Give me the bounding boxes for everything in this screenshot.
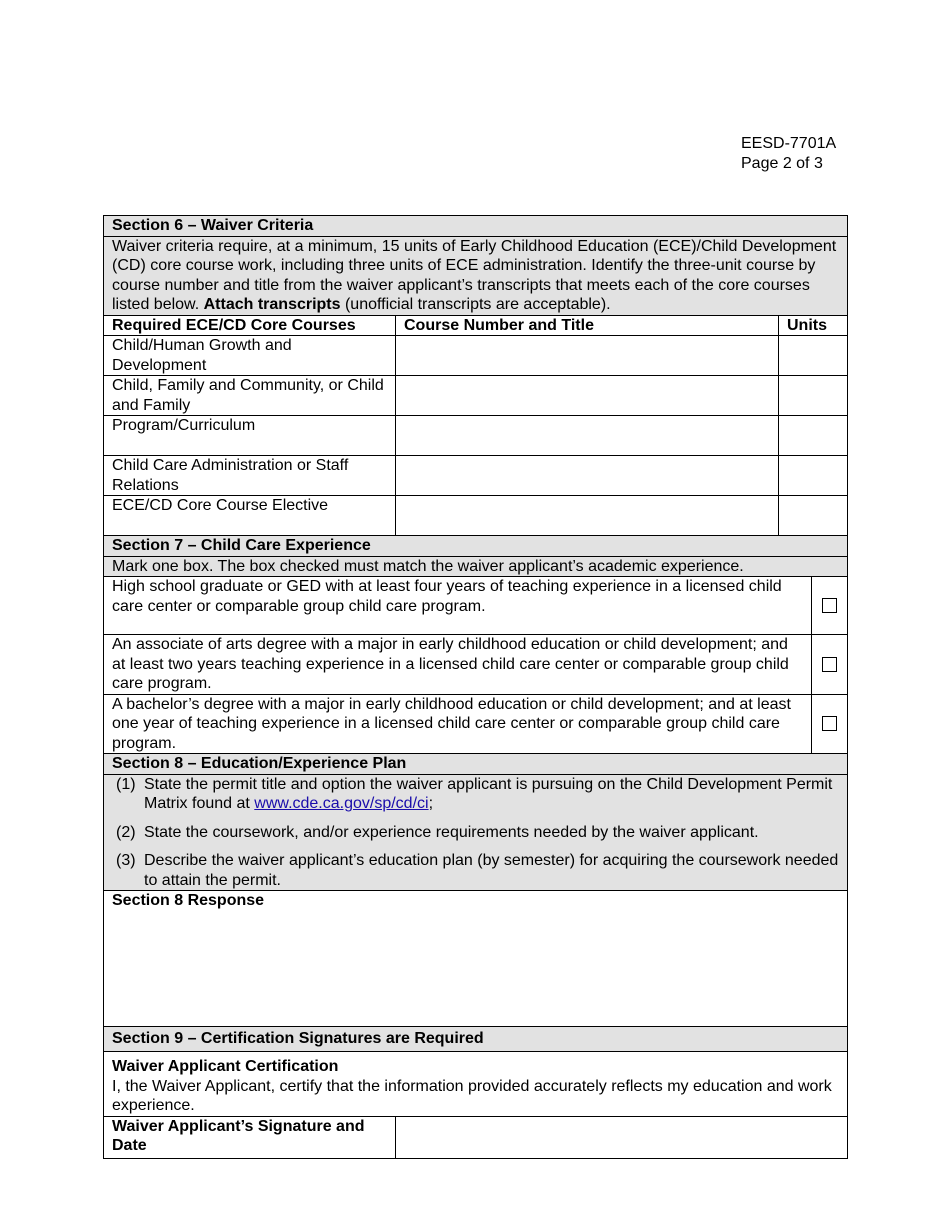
plan-item-number: (1) bbox=[116, 775, 136, 793]
course-row bbox=[104, 336, 848, 376]
certification-title: Waiver Applicant Certification bbox=[112, 1058, 339, 1075]
section6-desc-part2: (unofficial transcripts are acceptable). bbox=[340, 296, 611, 313]
section7-instruction: Mark one box. The box checked must match the waiver applicant’s academic experience. bbox=[104, 556, 848, 577]
plan-item-text: Describe the waiver applicant’s education plan (by semester) for acquiring the coursework needed to attain the permit. bbox=[144, 852, 839, 889]
units-field[interactable] bbox=[779, 336, 848, 376]
course-label: Child Care Administration or Staff Relations bbox=[104, 456, 396, 496]
units-field[interactable] bbox=[779, 496, 848, 536]
applicant-certification bbox=[104, 1052, 848, 1117]
experience-option-text: An associate of arts degree with a major in early childhood education or child development; and at least two years teaching experience in a licensed child care center or comparable group child care program. bbox=[104, 635, 812, 695]
form-id: EESD-7701A bbox=[741, 135, 837, 152]
experience-option-row bbox=[104, 694, 848, 754]
experience-option-text: A bachelor’s degree with a major in early childhood education or child development; and at least one year of teaching experience in a licensed child care center or comparable group child care program. bbox=[104, 694, 812, 754]
course-number-title-field[interactable] bbox=[396, 336, 779, 376]
units-field[interactable] bbox=[779, 376, 848, 416]
permit-matrix-link[interactable]: www.cde.ca.gov/sp/cd/ci bbox=[254, 795, 429, 812]
course-row bbox=[104, 376, 848, 416]
plan-item-text: State the permit title and option the waiver applicant is pursuing on the Child Development Permit Matrix found at bbox=[144, 775, 833, 812]
experience-option-row bbox=[104, 577, 848, 635]
col-header-units: Units bbox=[779, 315, 848, 336]
plan-item-number: (3) bbox=[116, 852, 136, 869]
course-label: Child/Human Growth and Development bbox=[104, 336, 396, 376]
form-header bbox=[741, 134, 921, 174]
experience-option-row bbox=[104, 635, 848, 695]
experience-option-text: High school graduate or GED with at least four years of teaching experience in a licensed child care center or comparable group child care program. bbox=[104, 577, 812, 635]
experience-checkbox-cell bbox=[812, 635, 848, 695]
section7-title: Section 7 – Child Care Experience bbox=[104, 536, 848, 557]
course-label: Child, Family and Community, or Child and Family bbox=[104, 376, 396, 416]
course-number-title-field[interactable] bbox=[396, 416, 779, 456]
signature-label: Waiver Applicant’s Signature and Date bbox=[104, 1116, 396, 1158]
section6-desc-part1: Waiver criteria require, at a minimum, 15 units of Early Childhood Education (ECE)/Child Development (CD) core course work, including three units of ECE administration. Identify the three-unit course by course number and title from the waiver applicant’s transcripts that meets each of the core courses listed below. bbox=[112, 237, 837, 313]
section9-title: Section 9 – Certification Signatures are Required bbox=[104, 1027, 848, 1052]
plan-item-text: State the coursework, and/or experience requirements needed by the waiver applicant. bbox=[144, 823, 759, 841]
experience-checkbox-cell bbox=[812, 577, 848, 635]
section6-title: Section 6 – Waiver Criteria bbox=[104, 216, 848, 237]
signature-date-field[interactable] bbox=[396, 1116, 848, 1158]
units-field[interactable] bbox=[779, 416, 848, 456]
col-header-course-number-title: Course Number and Title bbox=[396, 315, 779, 336]
attach-transcripts-text: Attach transcripts bbox=[203, 296, 341, 313]
course-number-title-field[interactable] bbox=[396, 496, 779, 536]
page-number: Page 2 of 3 bbox=[741, 155, 823, 172]
experience-checkbox-cell bbox=[812, 694, 848, 754]
course-row bbox=[104, 456, 848, 496]
plan-item-number: (2) bbox=[116, 823, 136, 841]
course-row bbox=[104, 416, 848, 456]
section8-title: Section 8 – Education/Experience Plan bbox=[104, 754, 848, 775]
course-label: Program/Curriculum bbox=[104, 416, 396, 456]
course-label: ECE/CD Core Course Elective bbox=[104, 496, 396, 536]
experience-checkbox[interactable] bbox=[822, 657, 837, 672]
section8-response-label: Section 8 Response bbox=[112, 892, 265, 909]
section8-response-field[interactable] bbox=[104, 891, 848, 1027]
units-field[interactable] bbox=[779, 456, 848, 496]
plan-item bbox=[112, 851, 839, 890]
plan-item bbox=[112, 775, 839, 814]
section6-description bbox=[104, 236, 848, 315]
course-number-title-field[interactable] bbox=[396, 376, 779, 416]
course-number-title-field[interactable] bbox=[396, 456, 779, 496]
experience-checkbox[interactable] bbox=[822, 598, 837, 613]
certification-text: I, the Waiver Applicant, certify that the information provided accurately reflects my education and work experience. bbox=[112, 1077, 832, 1114]
plan-item bbox=[112, 823, 839, 843]
col-header-required-courses: Required ECE/CD Core Courses bbox=[104, 315, 396, 336]
plan-item-punct: ; bbox=[428, 795, 434, 812]
waiver-form-table bbox=[103, 215, 848, 1159]
experience-checkbox[interactable] bbox=[822, 716, 837, 731]
course-row bbox=[104, 496, 848, 536]
section8-plan-list bbox=[104, 774, 848, 891]
